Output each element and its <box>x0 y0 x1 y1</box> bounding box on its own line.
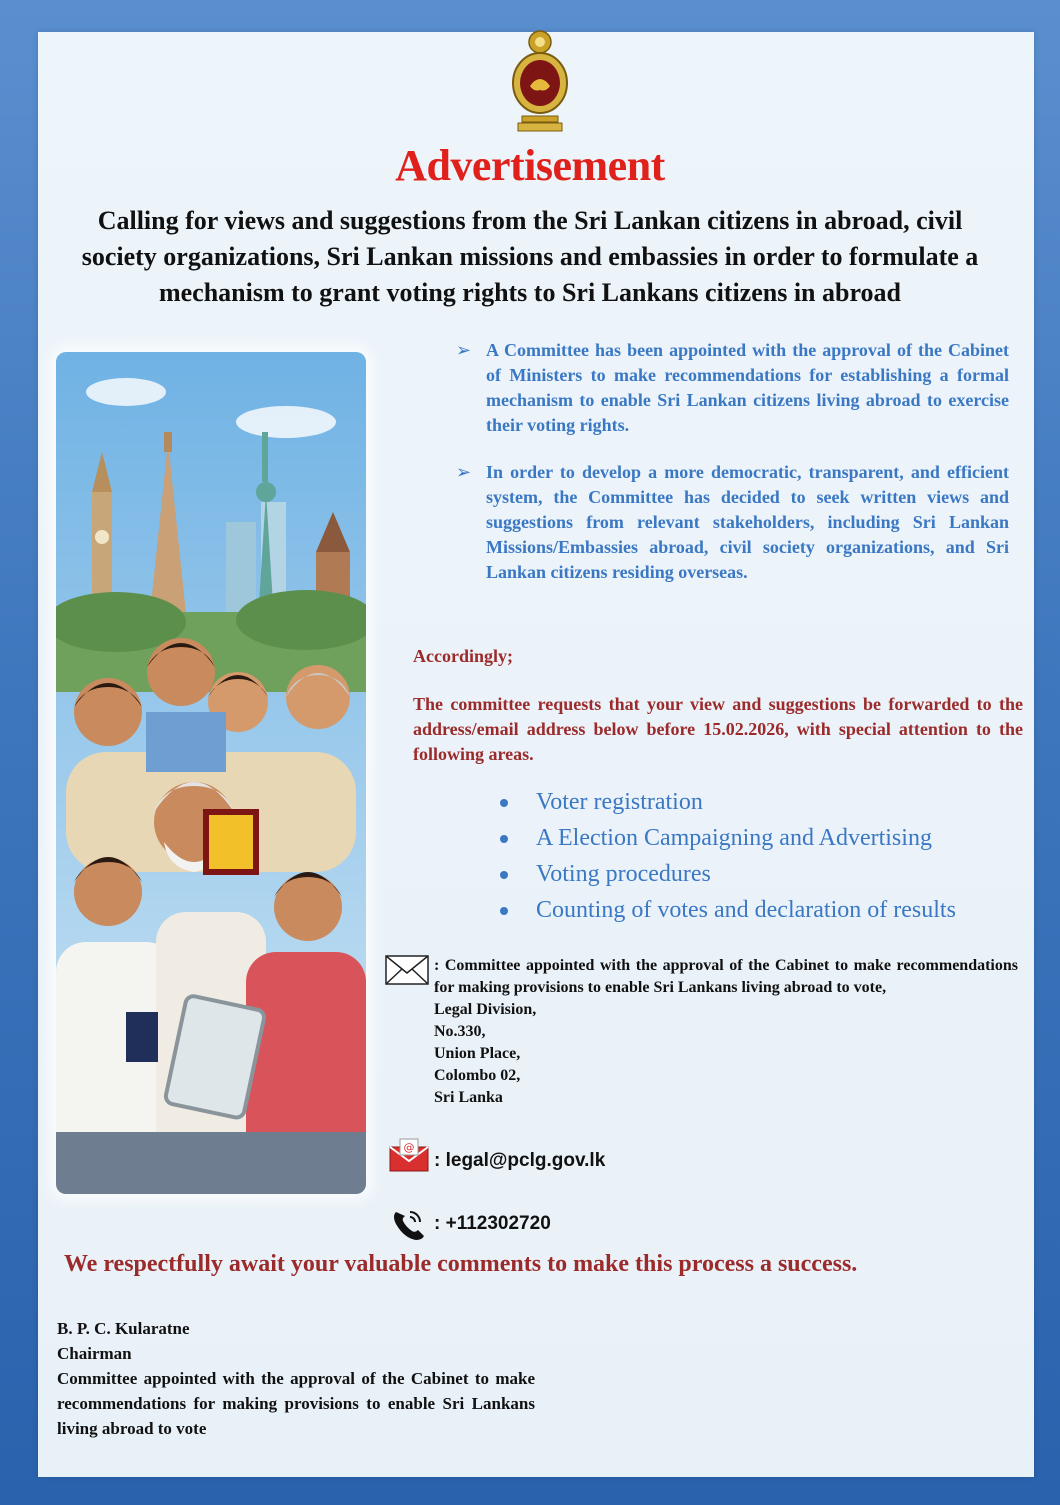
point-item <box>456 460 1009 585</box>
email-address: : legal@pclg.gov.lk <box>434 1150 606 1171</box>
signature-block <box>57 1316 535 1441</box>
address-intro: : Committee appointed with the approval of the Cabinet to make recommendations for making provisions to enable Sri Lankans living abroad to vote, <box>434 957 1018 996</box>
signatory-role: Chairman <box>57 1344 132 1363</box>
illustration-image <box>56 352 366 1194</box>
bullet-icon <box>500 907 508 915</box>
closing-line: We respectfully await your valuable comments to make this process a success. <box>64 1251 858 1277</box>
list-item-label: Voter registration <box>536 789 703 815</box>
svg-text:@: @ <box>403 1141 415 1154</box>
accordingly-heading: Accordingly; <box>413 646 513 666</box>
bullet-icon <box>500 799 508 807</box>
phone-number: : +112302720 <box>434 1213 551 1234</box>
arrow-bullet-icon: ➢ <box>456 462 472 483</box>
address-line: Union Place, <box>434 1045 521 1062</box>
postal-address <box>434 955 1018 1109</box>
address-line: Sri Lanka <box>434 1089 503 1106</box>
email-icon <box>388 1137 430 1173</box>
signatory-name: B. P. C. Kularatne <box>57 1319 190 1338</box>
address-line: No.330, <box>434 1023 486 1040</box>
list-item-label: A Election Campaigning and Advertising <box>536 825 932 851</box>
list-item <box>496 856 956 892</box>
bullet-icon <box>500 871 508 879</box>
bullet-icon <box>500 835 508 843</box>
focus-areas-list <box>496 784 956 928</box>
point-text: A Committee has been appointed with the approval of the Cabinet of Ministers to make recommendations for establishing a formal mechanism to enable Sri Lankan citizens living abroad to exercise their voting rights. <box>486 340 1009 435</box>
point-text: In order to develop a more democratic, transparent, and efficient system, the Committee has decided to seek written views and suggestions from relevant stakeholders, including Sri Lankan Missions/Embassies abroad, civil society organizations, and Sri Lankan citizens residing overseas. <box>486 462 1009 582</box>
list-item-label: Counting of votes and declaration of results <box>536 897 956 923</box>
committee-name: Committee appointed with the approval of the Cabinet to make recommendations for making provisions to enable Sri Lankans living abroad to vote <box>57 1369 535 1438</box>
address-line: Legal Division, <box>434 1001 537 1018</box>
address-line: Colombo 02, <box>434 1067 521 1084</box>
arrow-bullet-icon: ➢ <box>456 340 472 361</box>
list-item <box>496 784 956 820</box>
committee-points <box>456 338 1009 607</box>
point-item <box>456 338 1009 438</box>
list-item-label: Voting procedures <box>536 861 711 887</box>
government-emblem <box>510 28 570 138</box>
page-title: Advertisement <box>395 141 665 190</box>
request-paragraph: The committee requests that your view and suggestions be forwarded to the address/email address below before 15.02.2026, with special attention to the following areas. <box>413 694 1023 764</box>
envelope-icon <box>385 955 429 985</box>
phone-icon <box>390 1208 426 1242</box>
list-item <box>496 820 956 856</box>
page-subtitle: Calling for views and suggestions from the Sri Lankan citizens in abroad, civil society organizations, Sri Lankan missions and embassies in order to formulate a mechanism to grant voting rights to Sri Lankans citizens in abroad <box>81 206 979 307</box>
list-item <box>496 892 956 928</box>
